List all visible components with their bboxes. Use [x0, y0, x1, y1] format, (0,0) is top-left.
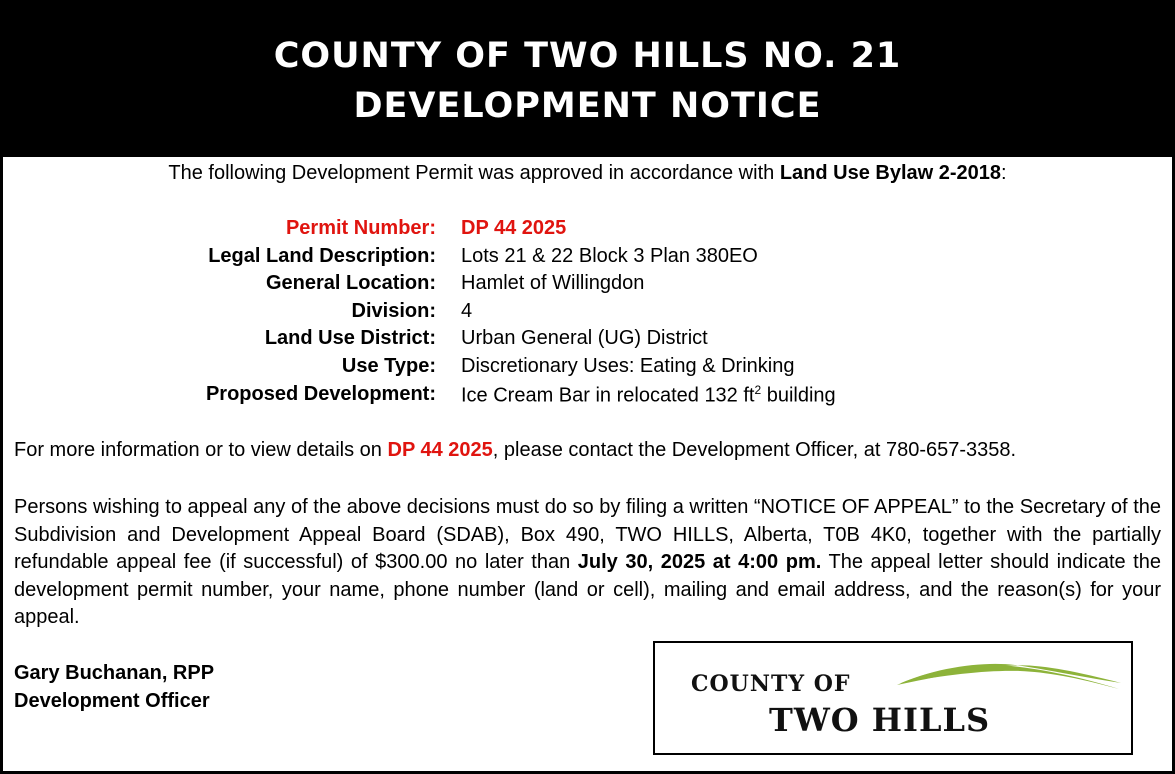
signatory-title: Development Officer	[14, 690, 210, 712]
logo-text-county-of: COUNTY OF	[691, 671, 851, 697]
signature-block	[14, 659, 214, 715]
field-label: Use Type:	[341, 354, 436, 377]
appeal-deadline: July 30, 2025 at 4:00 pm.	[577, 551, 822, 574]
field-label: Division:	[351, 299, 436, 322]
field-land-use-district	[3, 327, 1172, 355]
field-value: Urban General (UG) District	[461, 327, 708, 350]
field-label: Proposed Development:	[205, 382, 436, 405]
field-label: Land Use District:	[264, 327, 436, 350]
field-value: Lots 21 & 22 Block 3 Plan 380EO	[461, 244, 758, 267]
appeal-paragraph: Persons wishing to appeal any of the above decisions must do so by filing a written “NOTICE OF APPEAL” to the Secretary of the Subdivision and Development Appeal Board (SDAB), Box 490, TWO HILLS, Alberta, T0B 4K0, together with the partially refundable appeal fee (if successful) of $300.00 no later than July 30, 2025 at 4:00 pm. The appeal letter should indicate the development permit number, your name, phone number (land or cell), mailing and email address, and the reason(s) for your appeal.	[14, 496, 1161, 629]
field-value: Hamlet of Willingdon	[461, 272, 645, 295]
county-logo	[653, 641, 1133, 755]
field-permit-number	[3, 217, 1172, 245]
signatory-name: Gary Buchanan, RPP	[14, 662, 215, 684]
notice-header	[3, 3, 1172, 157]
field-general-location	[3, 272, 1172, 300]
permit-details	[3, 217, 1172, 410]
logo-text-two-hills: TWO HILLS	[769, 701, 991, 739]
intro-text: The following Development Permit was approved in accordance with Land Use Bylaw 2-2018:	[168, 162, 1007, 184]
field-legal-land-description	[3, 245, 1172, 273]
contact-info-paragraph: For more information or to view details on DP 44 2025, please contact the Development Officer, at 780-657-3358.	[14, 439, 1017, 461]
header-title-line1: COUNTY OF TWO HILLS NO. 21	[273, 36, 902, 76]
field-value: DP 44 2025	[461, 217, 567, 239]
field-proposed-development	[3, 383, 1172, 411]
hills-swoosh-icon	[895, 653, 1125, 703]
header-title-line2: DEVELOPMENT NOTICE	[353, 86, 822, 126]
field-label: General Location:	[265, 272, 436, 295]
field-value: 4	[461, 299, 473, 322]
bylaw-reference: Land Use Bylaw 2-2018	[779, 162, 1002, 184]
field-value: Discretionary Uses: Eating & Drinking	[461, 354, 795, 377]
permit-number-reference: DP 44 2025	[387, 439, 493, 461]
field-label: Permit Number:	[285, 217, 436, 239]
field-division	[3, 300, 1172, 328]
field-value: Ice Cream Bar in relocated 132 $ft^2$ building	[461, 382, 836, 407]
field-label: Legal Land Description:	[208, 244, 436, 267]
field-use-type	[3, 355, 1172, 383]
